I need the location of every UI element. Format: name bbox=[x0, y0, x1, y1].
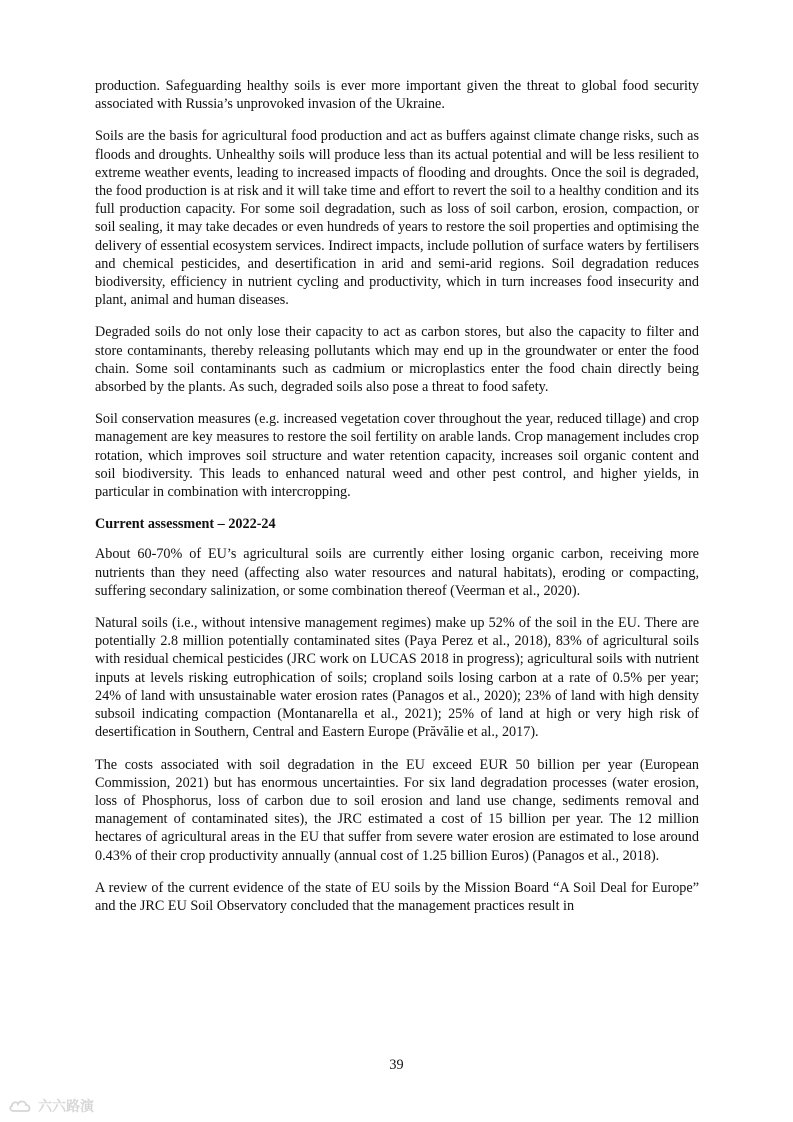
document-page bbox=[95, 77, 699, 929]
paragraph-soil-conservation: Soil conservation measures (e.g. increased vegetation cover throughout the year, reduced tillage) and crop management are key measures to restore the soil fertility on arable lands. Crop management includes crop rotation, which improves soil structure and water retention capacity, increases soil organic content and soil biodiversity. This leads to enhanced natural weed and other pest control, and higher yields, in particular in combination with intercropping. bbox=[95, 411, 699, 501]
paragraph-agricultural-soils: About 60-70% of EU’s agricultural soils are currently either losing organic carbon, receiving more nutrients than they need (affecting also water resources and natural habitats), eroding or compacting, suffering secondary salinization, or some combination thereof (Veerman et al., 2020). bbox=[95, 546, 699, 599]
cloud-logo-icon bbox=[8, 1098, 34, 1114]
paragraph-soil-basis: Soils are the basis for agricultural food production and act as buffers against climate change risks, such as floods and droughts. Unhealthy soils will produce less than its actual potential and will be less resilient to extreme weather events, leading to increased impacts of flooding and droughts. Once the soil is degraded, the food production is at risk and it will take time and effort to revert the soil to a healthy condition and its full production capacity. For some soil degradation, such as loss of soil carbon, erosion, compaction, or soil sealing, it may take decades or even hundreds of years to restore the soil properties and optimising the delivery of essential ecosystem services. Indirect impacts, include pollution of surface waters by fertilisers and chemical pesticides, and desertification in arid and semi-arid regions. Soil degradation reduces biodiversity, efficiency in nutrient cycling and productivity, which in turn increases food insecurity and plant, animal and human diseases. bbox=[95, 128, 699, 309]
paragraph-costs: The costs associated with soil degradation in the EU exceed EUR 50 billion per year (European Commission, 2021) but has enormous uncertainties. For six land degradation processes (water erosion, loss of Phosphorus, loss of carbon due to soil erosion and land use change, sediments removal and management of contaminated sites), the JRC estimated a cost of 15 billion per year. The 12 million hectares of agricultural areas in the EU that suffer from severe water erosion are estimated to lose around 0.43% of their crop productivity annually (annual cost of 1.25 billion Euros) (Panagos et al., 2018). bbox=[95, 756, 699, 864]
paragraph-natural-soils: Natural soils (i.e., without intensive management regimes) make up 52% of the soil in the EU. There are potentially 2.8 million potentially contaminated sites (Paya Perez et al., 2018), 83% of agricultural soils with residual chemical pesticides (JRC work on LUCAS 2018 in progress); agricultural soils with nutrient inputs at levels risking eutrophication of soils; cropland soils losing carbon at a rate of 0.5% per year; 24% of land with unsustainable water erosion rates (Panagos et al., 2020); 23% of land with high density subsoil indicating compaction (Montanarella et al., 2021); 25% of land at high or very high risk of desertification in Southern, Central and Eastern Europe (Prăvălie et al., 2017). bbox=[95, 615, 699, 741]
watermark bbox=[8, 1096, 94, 1116]
watermark-text: 六六路演 bbox=[38, 1099, 94, 1115]
paragraph-food-security: production. Safeguarding healthy soils is ever more important given the threat to global food security associated with Russia’s unprovoked invasion of the Ukraine. bbox=[95, 78, 699, 113]
paragraph-review: A review of the current evidence of the state of EU soils by the Mission Board “A Soil Deal for Europe” and the JRC EU Soil Observatory concluded that the management practices result in bbox=[95, 879, 699, 914]
paragraph-degraded-soils: Degraded soils do not only lose their capacity to act as carbon stores, but also the capacity to filter and store contaminants, thereby releasing pollutants which may end up in the groundwater or enter the food chain. Some soil contaminants such as cadmium or microplastics enter the food chain directly being absorbed by the plants. As such, degraded soils also pose a threat to food safety. bbox=[95, 324, 699, 396]
page-number: 39 bbox=[389, 1057, 404, 1073]
section-heading: Current assessment – 2022-24 bbox=[95, 516, 276, 533]
